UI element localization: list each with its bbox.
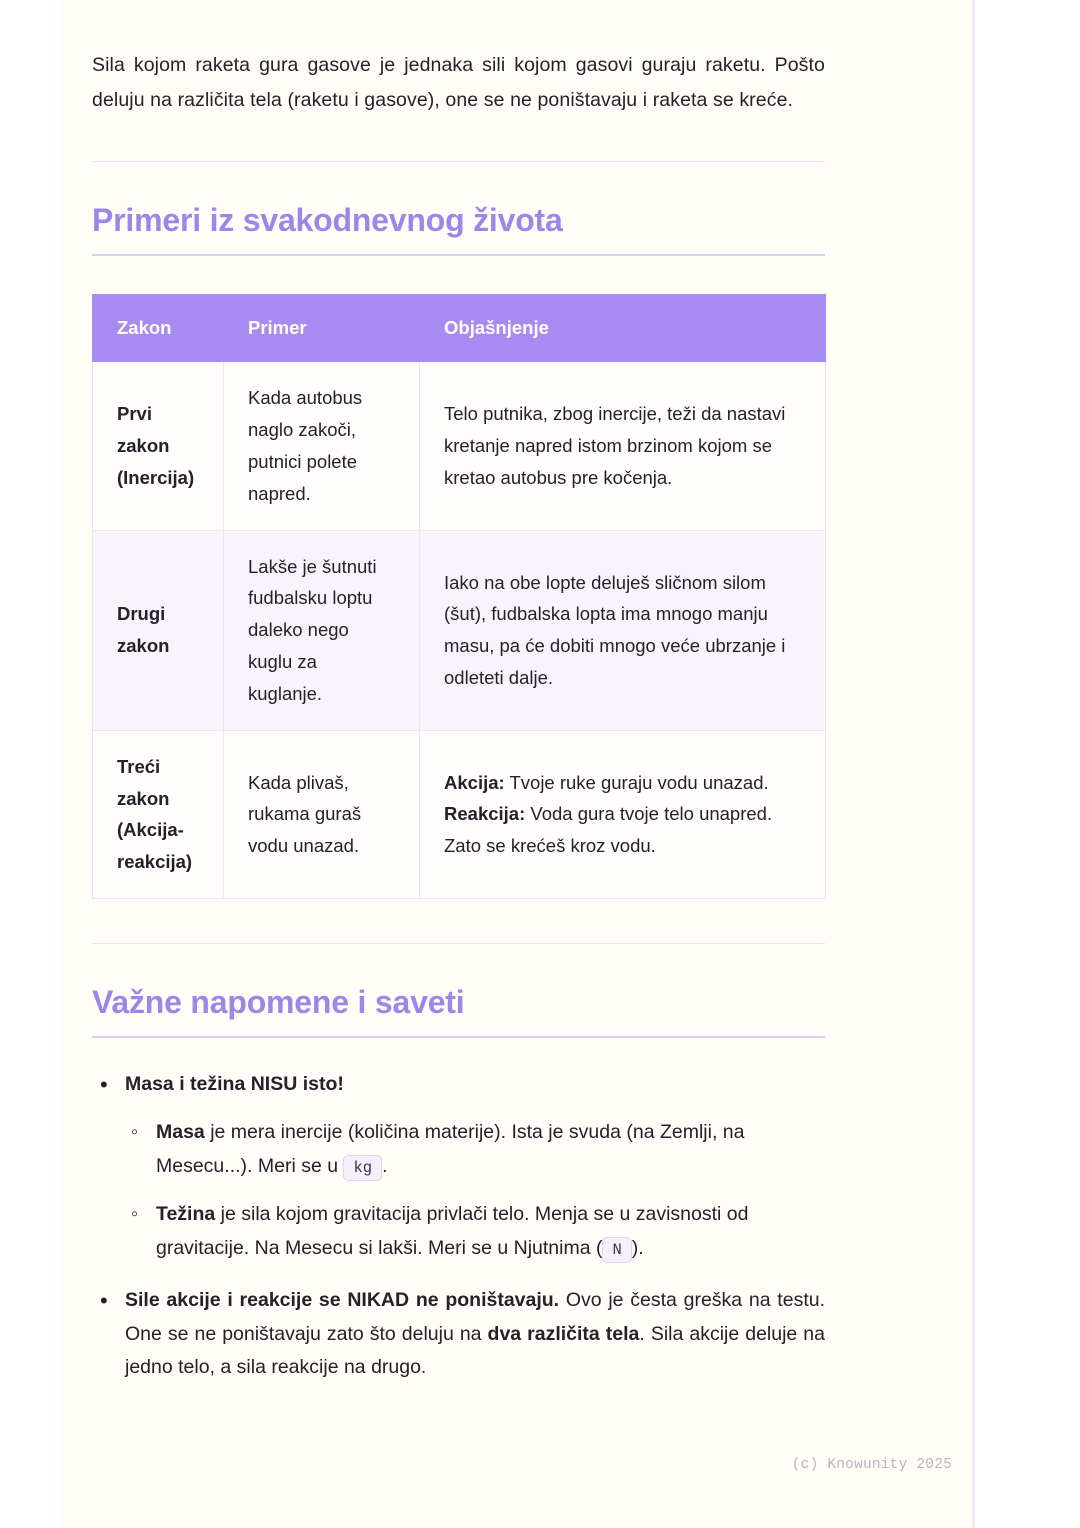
page-right-strip	[975, 0, 1080, 1528]
notes-list	[92, 1068, 825, 1385]
row-example: Lakše je šutnuti fudbalsku loptu daleko nego kuglu za kuglanje.	[224, 530, 420, 730]
row-example: Kada plivaš, rukama guraš vodu unazad.	[224, 730, 420, 898]
examples-table-body	[93, 362, 826, 899]
unit-newton: N	[602, 1237, 631, 1263]
row-explanation: Telo putnika, zbog inercije, teži da nastavi kretanje napred istom brzinom kojom se kretao autobus pre kočenja.	[420, 362, 826, 530]
section-divider-1	[92, 161, 825, 162]
section-divider-2	[92, 943, 825, 944]
examples-table	[92, 294, 826, 899]
note-emphasis-two-bodies: dva različita tela	[487, 1322, 640, 1345]
reaction-label: Reakcija:	[444, 803, 526, 825]
examples-section-title: Primeri iz svakodnevnog života	[92, 202, 563, 239]
action-label: Akcija:	[444, 771, 505, 793]
note-action-reaction-text-end: . Sila akcije deluje na jedno telo, a sila reakcije na drugo.	[125, 1322, 825, 1379]
weight-description-end: ).	[631, 1236, 644, 1259]
reaction-text: Voda gura tvoje telo unapred. Zato se krećeš kroz vodu.	[444, 803, 773, 857]
note-action-reaction-heading: Sile akcije i reakcije se NIKAD ne poništavaju.	[125, 1288, 560, 1311]
table-header-explanation: Objašnjenje	[420, 295, 826, 362]
notes-section-title: Važne napomene i saveti	[92, 983, 465, 1020]
list-item	[92, 1284, 825, 1386]
table-header-row	[93, 295, 826, 362]
row-explanation	[420, 730, 826, 898]
notes-sublist	[125, 1116, 825, 1266]
mass-term: Masa	[156, 1120, 205, 1143]
row-law: Treći zakon (Akcija-reakcija)	[93, 730, 224, 898]
row-law: Prvi zakon (Inercija)	[93, 362, 224, 530]
note-action-reaction-text: Ovo je česta greška na testu. One se ne poništavaju zato što deluju na	[125, 1288, 826, 1345]
list-item	[92, 1068, 825, 1266]
document-content	[92, 48, 825, 1403]
table-row	[93, 730, 826, 898]
note-mass-weight-heading: Masa i težina NISU isto!	[125, 1072, 344, 1095]
list-item	[125, 1116, 825, 1184]
mass-description: je mera inercije (količina materije). Ista je svuda (na Zemlji, na Mesecu...). Meri se u	[156, 1120, 745, 1177]
row-explanation: Iako na obe lopte deluješ sličnom silom (šut), fudbalska lopta ima mnogo manju masu, pa će dobiti mnogo veće ubrzanje i odleteti dalje.	[420, 530, 826, 730]
action-text: Tvoje ruke guraju vodu unazad.	[504, 771, 769, 793]
intro-paragraph: Sila kojom raketa gura gasove je jednaka sili kojom gasovi guraju raketu. Pošto deluju na različita tela (raketu i gasove), one se ne poništavaju i raketa se kreće.	[92, 54, 825, 111]
table-header-law: Zakon	[93, 295, 224, 362]
examples-table-head	[93, 295, 826, 362]
footer-credit: (c) Knowunity 2025	[791, 1457, 952, 1473]
notes-title-underline	[92, 1036, 825, 1038]
mass-description-end: .	[382, 1154, 388, 1177]
examples-title-underline	[92, 254, 825, 256]
unit-kilogram: kg	[343, 1155, 382, 1181]
list-item	[125, 1198, 825, 1266]
weight-description: je sila kojom gravitacija privlači telo. Menja se u zavisnosti od gravitacije. Na Mesecu si lakši. Meri se u Njutnima (	[156, 1202, 749, 1259]
table-row	[93, 362, 826, 530]
row-law: Drugi zakon	[93, 530, 224, 730]
page-left-margin	[0, 0, 60, 1528]
weight-term: Težina	[156, 1202, 216, 1225]
row-example: Kada autobus naglo zakoči, putnici polete napred.	[224, 362, 420, 530]
table-header-example: Primer	[224, 295, 420, 362]
table-row	[93, 530, 826, 730]
